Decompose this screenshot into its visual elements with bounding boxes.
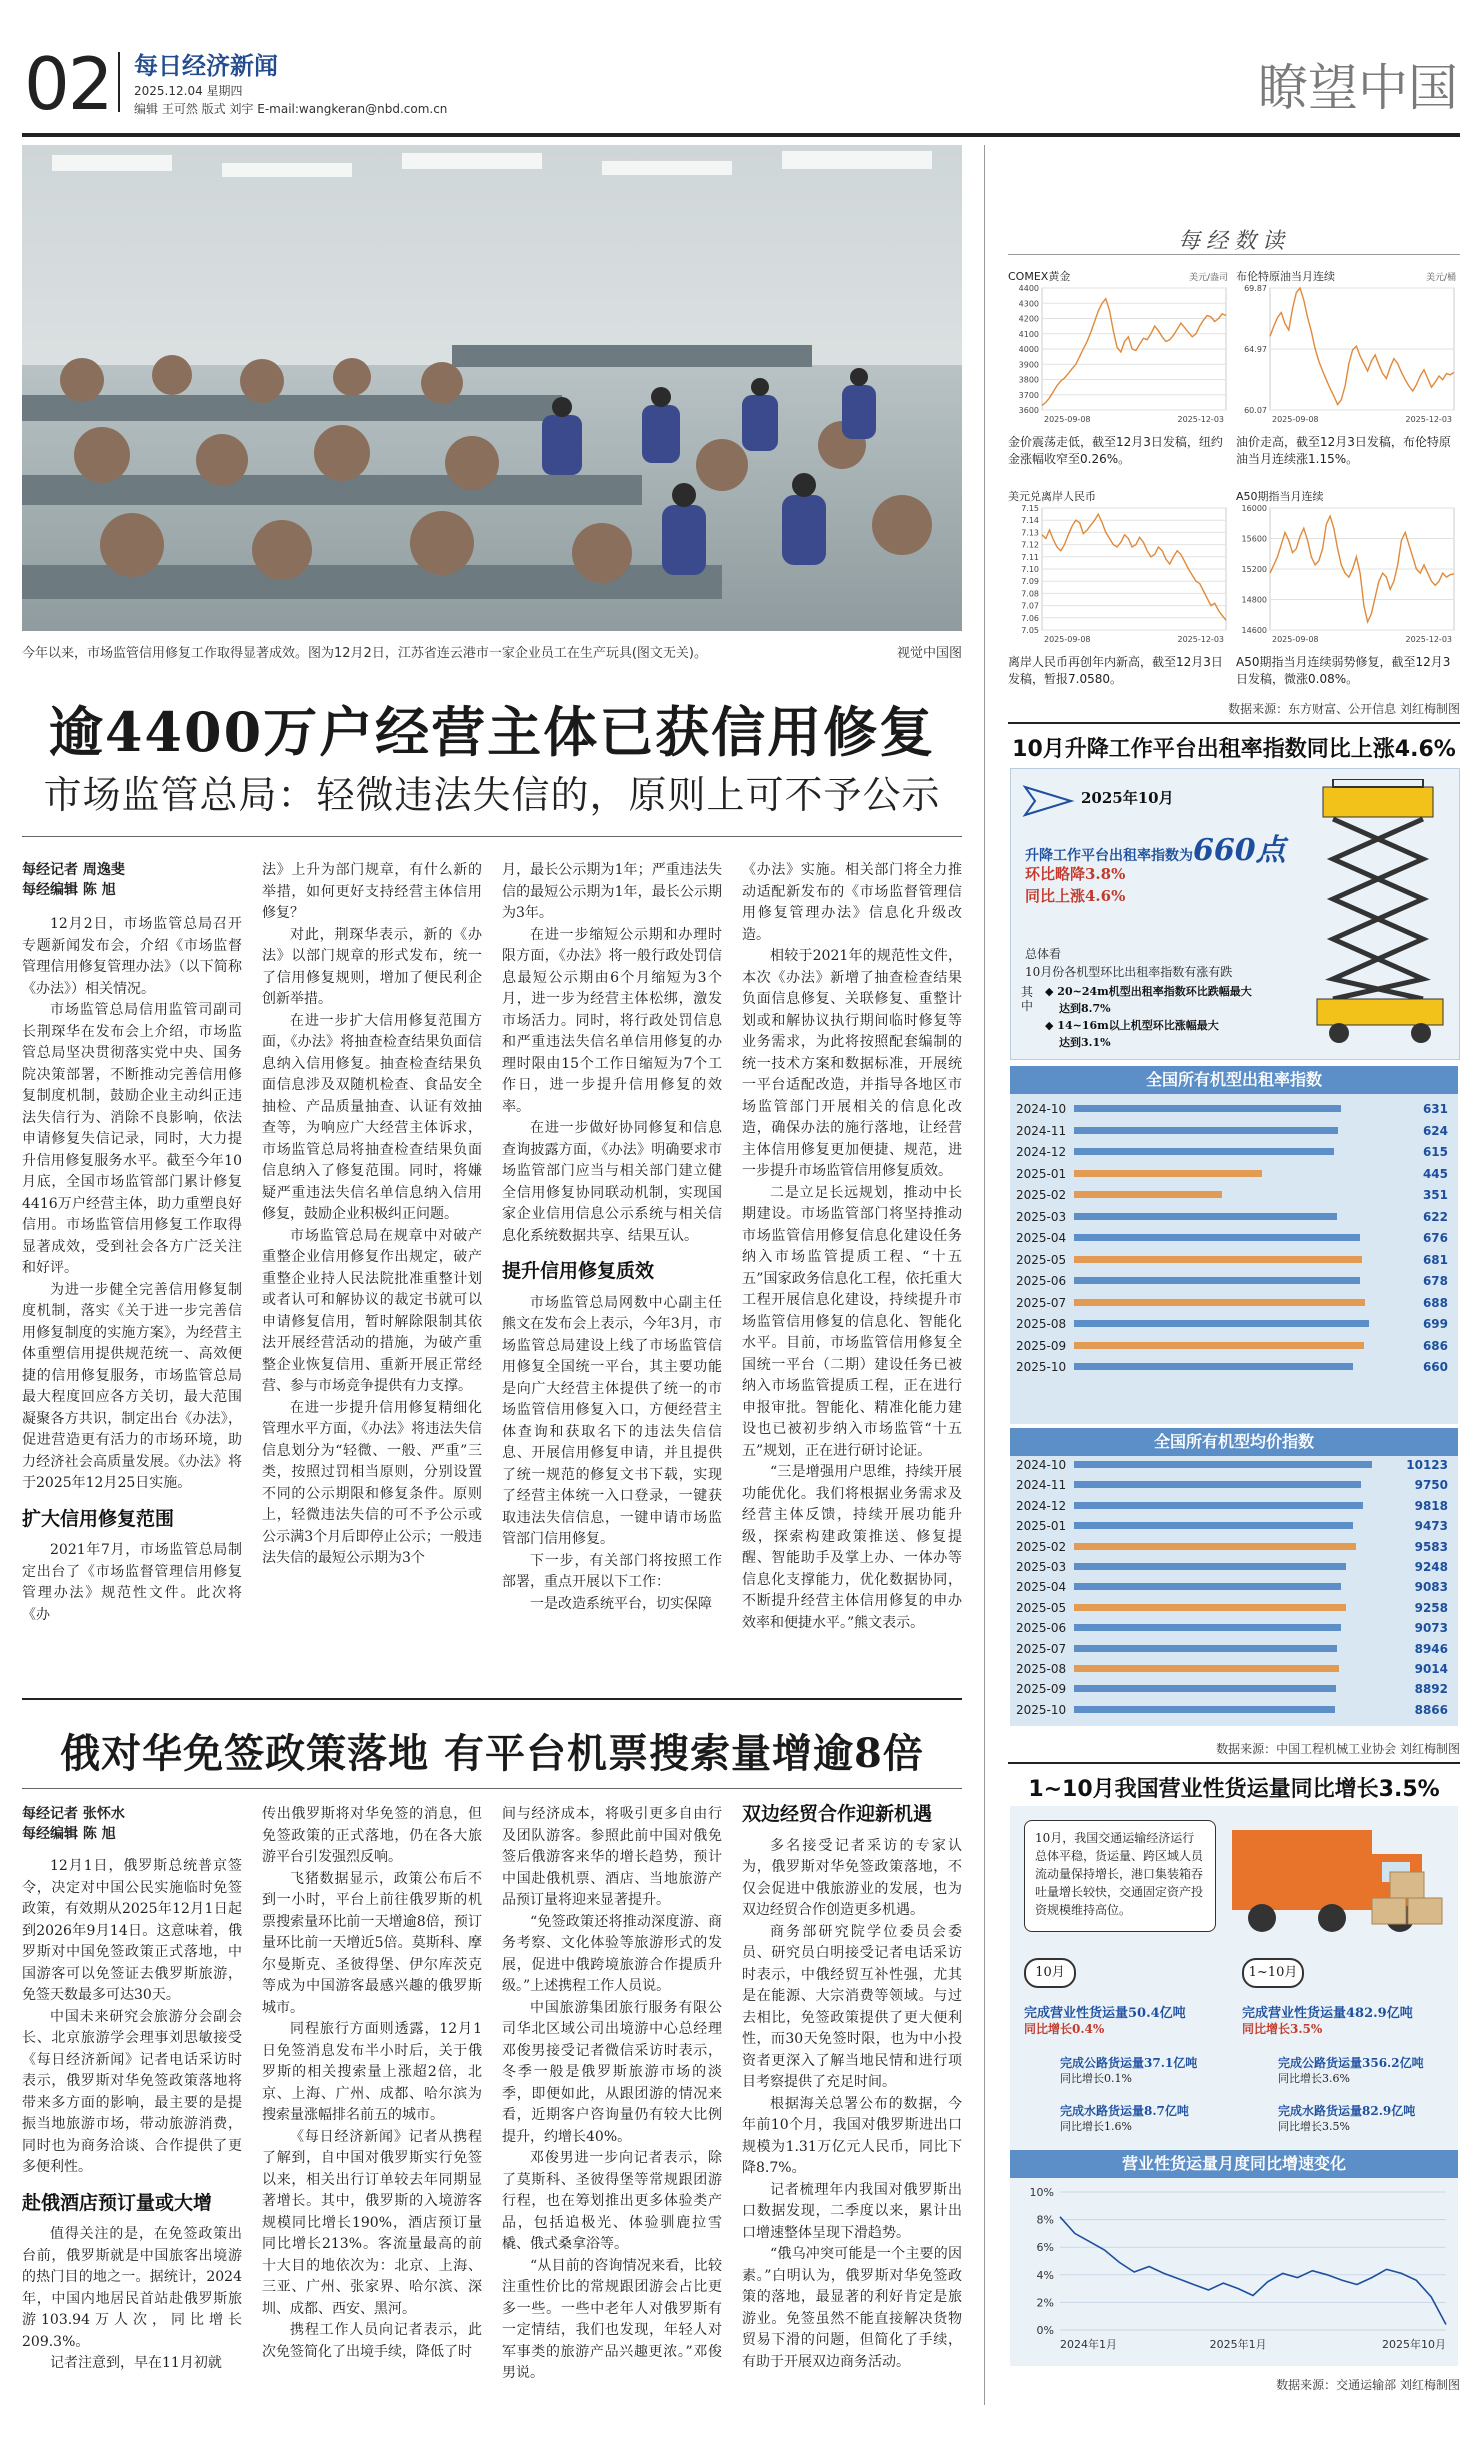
freight-growth-line-chart — [1010, 2184, 1458, 2360]
byline-reporter: 每经记者 张怀水 — [22, 1806, 125, 1822]
paper-name: 每日经济新闻 — [134, 51, 278, 80]
paragraph: 对此，荆琛华表示，新的《办法》以部门规章的形式发布，统一了信用修复规则，增加了便民利企创新举措。 — [262, 926, 482, 1007]
bar-category-label: 2025-05 — [1016, 1252, 1067, 1267]
oct-road: 完成公路货运量37.1亿吨 — [1060, 2056, 1198, 2070]
caption-text: 今年以来，市场监管信用修复工作取得显著成效。图为12月2日，江苏省连云港市一家企业员工在生产玩具(图文无关)。 — [22, 646, 707, 661]
brent-line-chart — [1236, 282, 1458, 432]
rent-index-panel — [1010, 1066, 1458, 1424]
y-tick-label: 7.15 — [1021, 504, 1039, 513]
freight-title: 1~10月我国营业性货运量同比增长3.5% — [1028, 1777, 1440, 1802]
bar-value-label: 351 — [1422, 1188, 1448, 1202]
bar-category-label: 2025-04 — [1016, 1231, 1067, 1245]
bar — [1074, 1665, 1339, 1672]
paragraph: 下一步，有关部门将按照工作部署，重点开展以下工作： — [502, 1552, 722, 1590]
bar — [1074, 1461, 1372, 1468]
paragraph: 法》上升为部门规章，有什么新的举措，如何更好支持经营主体信用修复？ — [262, 862, 482, 921]
rent-bullet-2: 14~16m以上机型环比涨幅最大 — [1057, 1019, 1219, 1032]
bar-value-label: 688 — [1422, 1295, 1448, 1310]
rent-mom: 环比略降3.8% — [1025, 865, 1126, 883]
y-tick-label: 3800 — [1018, 375, 1039, 385]
rent-total-label: 总体看 — [1025, 947, 1062, 961]
bar-value-label: 9014 — [1414, 1662, 1448, 1676]
headline-rule — [22, 836, 962, 837]
paragraph: 间与经济成本，将吸引更多自由行及团队游客。参照此前中国对俄免签后俄游客来华的增长趋势，预计中国赴俄机票、酒店、当地旅游产品预订量将迎来显著提升。 — [502, 1806, 722, 1908]
paragraph: 12月1日，俄罗斯总统普京签令，决定对中国公民实施临时免签政策，有效期从2025年12月1日起到2026年9月14日。这意味着，俄罗斯对中国免签政策正式落地，中国游客可以免签证去俄罗斯旅游，免签天数最多可达30天。 — [22, 1858, 242, 2003]
paragraph: 多名接受记者采访的专家认为，俄罗斯对华免签政策落地，不仅会促进中俄旅游业的发展，也为双边经贸合作创造更多机遇。 — [742, 1837, 962, 1918]
paragraph: 记者注意到，早在11月初就 — [50, 2355, 222, 2371]
paragraph: “三是增强用户思维，持续开展功能优化。我们将根据业务需求及经营主体反馈，持续开展功能升级，探索构建政策推送、修复提醒、智能助手及掌上办、一体办等信息化支撑能力，优化数据协同，不断提升经营主体信用修复的申办效率和便捷水平。”熊文表示。 — [742, 1464, 962, 1631]
bar-value-label: 681 — [1422, 1252, 1448, 1267]
rent-month: 2025年10月 — [1081, 789, 1174, 807]
y-tick-label: 69.87 — [1244, 284, 1267, 293]
y-tick-label: 7.10 — [1021, 565, 1039, 574]
article2-byline — [22, 1804, 242, 1844]
y-tick-label: 3900 — [1018, 360, 1039, 370]
bar-row — [1010, 1499, 1458, 1513]
oct-road-yoy: 同比增长0.1% — [1060, 2072, 1132, 2085]
bar — [1074, 1213, 1337, 1220]
paragraph: 12月2日，市场监管总局召开专题新闻发布会，介绍《市场监督管理信用修复管理办法》（以下简称《办法》）相关情况。 — [22, 916, 242, 997]
bar-row — [1010, 1662, 1458, 1676]
bar-value-label: 624 — [1422, 1123, 1448, 1138]
article2-column-4 — [742, 1804, 962, 2373]
cnh-line-chart — [1008, 502, 1230, 652]
freight-intro: 10月，我国交通运输经济运行总体平稳，货运量、跨区域人员流动量保持增长，港口集装箱吞吐量增长较快，交通固定资产投资规模维持高位。 — [1035, 1831, 1204, 1917]
paragraph: “俄乌冲突可能是一个主要的因素。”白明认为，俄罗斯对华免签政策的落地，最显著的利好肯定是旅游业。免签虽然不能直接解决货物贸易下滑的问题，但简化了手续，有助于开展双边商务活动。 — [742, 2246, 962, 2370]
y-tick-label: 8% — [1036, 2213, 1054, 2227]
oct-total: 完成营业性货运量50.4亿吨 — [1024, 2006, 1186, 2021]
paragraph: 《每日经济新闻》记者从携程了解到，自中国对俄罗斯实行免签以来，相关出行订单较去年同期显著增长。其中，俄罗斯的入境游客规模同比增长190%，酒店预订量同比增长213%。客流量最高的前十大目的地依次为：北京、上海、三亚、广州、张家界、哈尔滨、深圳、成都、西安、黑河。 — [262, 2128, 482, 2317]
bar-value-label: 678 — [1422, 1274, 1448, 1288]
rent-index-value: 660点 — [1193, 833, 1286, 868]
bar — [1074, 1277, 1360, 1284]
bar-category-label: 2025-09 — [1016, 1338, 1067, 1353]
oct-total-yoy: 同比增长0.4% — [1024, 2022, 1105, 2036]
bar-row — [1010, 1458, 1458, 1472]
bar-row — [1010, 1253, 1458, 1267]
bar-value-label: 9073 — [1414, 1621, 1448, 1636]
bar-row — [1010, 1339, 1458, 1353]
article2-headline: 俄对华免签政策落地 有平台机票搜索量增逾8倍 — [60, 1730, 924, 1777]
bar — [1074, 1543, 1356, 1550]
masthead-divider — [118, 52, 120, 112]
bar-category-label: 2024-12 — [1016, 1498, 1067, 1513]
section-title: 瞭望中国 — [1258, 59, 1458, 117]
bar-category-label: 2025-09 — [1016, 1682, 1067, 1697]
paragraph: 在进一步提升信用修复精细化管理水平方面，《办法》将违法失信信息划分为“轻微、一般、严重”三类，按照过罚相当原则，分别设置不同的公示期限和修复条件。原则上，轻微违法失信的可不予公示或公示满3个月后即停止公示；一般违法失信的最短公示期为3个 — [262, 1399, 482, 1566]
truck-illustration — [1222, 1810, 1452, 1950]
bar-category-label: 2024-11 — [1016, 1123, 1067, 1138]
bar — [1074, 1342, 1364, 1349]
ytd-water: 完成水路货运量82.9亿吨 — [1278, 2104, 1416, 2118]
bar-value-label: 615 — [1422, 1145, 1448, 1159]
article1-subheadline: 市场监管总局：轻微违法失信的，原则上可不予公示 — [43, 773, 941, 817]
bar-row — [1010, 1124, 1458, 1138]
chart-caption: 金价震荡走低，截至12月3日发稿，纽约金涨幅收窄至0.26%。 — [1008, 435, 1223, 466]
y-tick-label: 3600 — [1018, 406, 1039, 415]
paragraph: 中国未来研究会旅游分会副会长、北京旅游学会理事刘思敏接受《每日经济新闻》记者电话采访时表示，俄罗斯对华免签政策落地将带来多方面的影响，最主要的是提振当地旅游市场，带动旅游消费，同时也为商务洽谈、合作提供了更多便利性。 — [22, 2008, 242, 2175]
bar-row — [1010, 1580, 1458, 1594]
freight-intro-box — [1024, 1820, 1216, 1932]
stats-title: 每经数读 — [1177, 229, 1290, 254]
y-tick-label: 7.14 — [1021, 516, 1039, 526]
article1-headline: 逾4400万户经营主体已获信用修复 — [48, 700, 936, 764]
bar-value-label: 622 — [1422, 1209, 1448, 1224]
y-tick-label: 0% — [1036, 2324, 1054, 2337]
a50-line-chart — [1236, 502, 1458, 652]
ytd-road-yoy: 同比增长3.6% — [1278, 2072, 1350, 2085]
byline-reporter: 每经记者 周逸斐 — [22, 862, 125, 878]
x-tick-label: 2024年1月 — [1060, 2338, 1117, 2351]
chart-title: COMEX黄金 — [1008, 270, 1071, 283]
x-tick-label: 2025-12-03 — [1177, 635, 1224, 644]
y-tick-label: 60.07 — [1244, 406, 1267, 415]
bar-row — [1010, 1188, 1458, 1202]
gold-line-chart — [1008, 282, 1230, 432]
bar-row — [1010, 1210, 1458, 1224]
chart-title: A50期指当月连续 — [1236, 490, 1324, 503]
paragraph: 传出俄罗斯将对华免签的消息，但免签政策的正式落地，仍在各大旅游平台引发强烈反响。 — [262, 1806, 482, 1865]
rent-yoy: 同比上涨4.6% — [1025, 887, 1126, 905]
article1-column-3 — [502, 860, 722, 1615]
bar-category-label: 2024-12 — [1016, 1145, 1067, 1159]
ytd-road: 完成公路货运量356.2亿吨 — [1278, 2056, 1424, 2070]
bar — [1074, 1320, 1369, 1327]
paragraph: 在进一步缩短公示期和办理时限方面，《办法》将一般行政处罚信息最短公示期由6个月缩短为3个月，进一步为经营主体松绑，激发市场活力。同时，将行政处罚信息和严重违法失信名单信用修复的办理时限由15个工作日缩短为7个工作日，进一步提升信用修复的效率。 — [502, 926, 722, 1115]
bar-category-label: 2024-11 — [1016, 1478, 1067, 1493]
rent-index-label: 升降工作平台出租率指数为 — [1025, 848, 1193, 864]
bar-value-label: 699 — [1422, 1317, 1448, 1331]
bar-row — [1010, 1167, 1458, 1181]
bar-row — [1010, 1601, 1458, 1615]
ytd-water-yoy: 同比增长3.5% — [1278, 2120, 1350, 2133]
article2-column-1 — [22, 1804, 242, 2375]
article2-column-2 — [262, 1804, 482, 2363]
bar-row — [1010, 1145, 1458, 1159]
y-tick-label: 16000 — [1241, 504, 1267, 513]
bar — [1074, 1645, 1337, 1652]
bar — [1074, 1299, 1365, 1306]
panel-title: 全国所有机型出租率指数 — [1010, 1066, 1458, 1094]
paragraph: 二是立足长远规划，推动中长期建设。市场监管部门将坚持推动市场监管信用修复信息化建设任务纳入市场监管提质工程、“十五五”国家政务信息化工程，依托重大工程开展信息化建设，持续提升市场监管信用修复的信息化、智能化水平。目前，市场监管信用修复全国统一平台（二期）建设任务已被纳入市场监管提质工程，正在进行申报审批。智能化、精准化能力建设也已被初步纳入市场监管“十五五”规划，正在进行研讨论证。 — [742, 1184, 962, 1459]
subheading: 提升信用修复质效 — [502, 1260, 655, 1282]
bar-category-label: 2025-01 — [1016, 1166, 1067, 1181]
bar-value-label: 445 — [1422, 1166, 1448, 1181]
rent-total-line: 10月份各机型环比出租率指数有涨有跌 — [1025, 965, 1233, 979]
y-tick-label: 7.13 — [1021, 528, 1039, 538]
y-tick-label: 3700 — [1018, 390, 1039, 400]
y-tick-label: 6% — [1036, 2241, 1054, 2255]
oct-water: 完成水路货运量8.7亿吨 — [1060, 2104, 1189, 2118]
page-number: 02 — [24, 42, 112, 126]
bar-value-label: 8946 — [1414, 1641, 1448, 1656]
stats-rule — [1008, 254, 1460, 255]
paragraph: 携程工作人员向记者表示，此次免签简化了出境手续，降低了时 — [262, 2322, 482, 2360]
bar-row — [1010, 1360, 1458, 1374]
bar — [1074, 1624, 1341, 1631]
x-tick-label: 2025-12-03 — [1177, 415, 1224, 424]
paragraph: 《办法》实施。相关部门将全力推动适配新发布的《市场监督管理信用修复管理办法》信息化升级改造。 — [742, 862, 962, 943]
rent-title: 10月升降工作平台出租率指数同比上涨4.6% — [1012, 737, 1456, 762]
stats-source: 数据来源：东方财富、公开信息 刘红梅制图 — [1228, 702, 1460, 716]
y-tick-label: 4200 — [1018, 314, 1039, 324]
section-rule — [1008, 722, 1460, 724]
chart-unit: 美元/桶 — [1425, 273, 1456, 283]
bar — [1074, 1234, 1360, 1241]
article-separator — [22, 1698, 962, 1700]
mini-chart-a50 — [1236, 488, 1458, 706]
bar — [1074, 1522, 1353, 1529]
mini-chart-brent — [1236, 268, 1458, 486]
arrow-icon — [1021, 781, 1081, 821]
article1-column-4 — [742, 860, 962, 1634]
bar-category-label: 2025-02 — [1016, 1539, 1067, 1554]
paragraph: 相较于2021年的规范性文件，本次《办法》新增了抽查检查结果负面信息修复、关联修复、重整计划或和解协议执行期间临时修复等业务需求，为此将按照配套编制的统一技术方案和数据标准，开展统一平台适配改造，并指导各地区市场监管部门开展相关的信息化改造，确保办法的施行落地，让经营主体信用修复更加便捷、规范，进一步提升市场监管信用修复质效。 — [742, 948, 962, 1179]
freight-box — [1010, 1806, 1458, 2366]
rent-index-bars — [1010, 1102, 1458, 1422]
paragraph: 为进一步健全完善信用修复制度机制，落实《关于进一步完善信用修复制度的实施方案》，为经营主体重塑信用提供规范统一、高效便捷的信用修复服务，市场监管总局最大程度回应各方关切，最大范围凝聚各方共识，制定出台《办法》，促进营造更有活力的市场环境，助力经济社会高质量发展。《办法》将于2025年12月25日实施。 — [22, 1281, 242, 1491]
bar — [1074, 1256, 1362, 1263]
photo-credit: 视觉中国图 — [896, 646, 962, 661]
factory-photo-illustration — [22, 145, 962, 631]
bar-value-label: 10123 — [1406, 1458, 1448, 1472]
y-tick-label: 10% — [1029, 2186, 1054, 2199]
bar — [1074, 1105, 1341, 1112]
bar-category-label: 2024-10 — [1016, 1458, 1067, 1472]
x-tick-label: 2025-09-08 — [1044, 635, 1091, 644]
chart-caption: 离岸人民币再创年内新高，截至12月3日发稿，暂报7.0580。 — [1008, 655, 1223, 686]
bar — [1074, 1563, 1346, 1570]
article1-byline — [22, 860, 242, 900]
paragraph: 商务部研究院学位委员会委员、研究员白明接受记者电话采访时表示，中俄经贸互补性强，尤其是在能源、大宗消费等领域。与过去相比，免签政策提供了更大便利性，而30天免签时限，也为中小投资者更深入了解当地民情和进行项目考察提供了充足时间。 — [742, 1923, 962, 2090]
series-line — [1060, 2217, 1446, 2325]
y-tick-label: 14800 — [1241, 595, 1267, 605]
bar-value-label: 9248 — [1414, 1560, 1448, 1574]
bar — [1074, 1604, 1346, 1611]
freight-source: 数据来源：交通运输部 刘红梅制图 — [1276, 2378, 1460, 2392]
editor-credits: 编辑 王可然 版式 刘宇 E-mail:wangkeran@nbd.com.cn — [134, 102, 448, 116]
bar-category-label: 2025-08 — [1016, 1317, 1067, 1331]
x-tick-label: 2025-09-08 — [1044, 415, 1091, 424]
section-rule — [1008, 1762, 1460, 1764]
bar-row — [1010, 1642, 1458, 1656]
bar — [1074, 1685, 1336, 1692]
y-tick-label: 14600 — [1241, 626, 1267, 635]
bar — [1074, 1481, 1361, 1488]
chart-unit: 美元/盎司 — [1188, 273, 1228, 283]
freight-chart-title: 营业性货运量月度同比增速变化 — [1010, 2150, 1458, 2178]
y-tick-label: 4400 — [1018, 284, 1039, 293]
bar-row — [1010, 1621, 1458, 1635]
bar — [1074, 1583, 1341, 1590]
bar-value-label: 8892 — [1414, 1682, 1448, 1697]
paragraph: 在进一步扩大信用修复范围方面，《办法》将抽查检查结果负面信息纳入信用修复。抽查检查结果负面信息涉及双随机检查、食品安全抽检、产品质量抽查、认证有效抽查等，为响应广大经营主体诉求，市场监管总局将抽查检查结果负面信息纳入了修复范围。同时，将嫌疑严重违法失信名单信息纳入信用修复，鼓励企业积极纠正问题。 — [262, 1012, 482, 1222]
article1-column-1 — [22, 860, 242, 1626]
bar — [1074, 1363, 1353, 1370]
bar-category-label: 2025-03 — [1016, 1209, 1067, 1224]
bar-category-label: 2025-10 — [1016, 1702, 1067, 1717]
bar-category-label: 2025-05 — [1016, 1600, 1067, 1615]
bar-value-label: 9583 — [1414, 1539, 1448, 1554]
y-tick-label: 4100 — [1018, 329, 1039, 339]
headline-rule — [22, 1788, 962, 1789]
price-index-bars — [1010, 1458, 1458, 1724]
oct-water-yoy: 同比增长1.6% — [1060, 2120, 1132, 2133]
article2-column-3 — [502, 1804, 722, 2385]
bar-row — [1010, 1540, 1458, 1554]
y-tick-label: 7.12 — [1021, 540, 1039, 550]
oct-tag: 10月 — [1024, 1958, 1076, 1988]
rent-breakdown: ◆ 20~24m机型出租率指数环比跌幅最大 达到8.7% ◆ 14~16m以上机型环比涨幅最大 达到3.1% — [1045, 985, 1252, 1049]
paragraph: “从目前的咨询情况来看，比较注重性价比的常规跟团游会占比更多一些。一些中老年人对俄罗斯有一定情结，我们也发现，年轻人对军事类的旅游产品兴趣更浓。”邓俊男说。 — [502, 2257, 722, 2381]
bar-row — [1010, 1274, 1458, 1288]
article1-column-2 — [262, 860, 482, 1570]
paragraph: 2021年7月，市场监管总局制定出台了《市场监督管理信用修复管理办法》规范性文件。此次将《办 — [22, 1542, 242, 1623]
bar — [1074, 1127, 1338, 1134]
bar-row — [1010, 1102, 1458, 1116]
ytd-total: 完成营业性货运量482.9亿吨 — [1242, 2006, 1413, 2021]
bar-category-label: 2025-10 — [1016, 1360, 1067, 1374]
bar-category-label: 2025-06 — [1016, 1274, 1067, 1288]
y-tick-label: 4000 — [1018, 345, 1039, 354]
paragraph: 市场监管总局网数中心副主任熊文在发布会上表示，今年3月，市场监管总局建设上线了市场监管信用修复全国统一平台，其主要功能是向广大经营主体提供了统一的市场监管信用修复入口，方便经营主体查询和获取名下的违法失信信息、开展信用修复申请，并且提供了统一规范的修复文书下载，实现了经营主体统一入口登录，一键获取违法失信信息，一键申请市场监管部门信用修复。 — [502, 1294, 722, 1547]
y-tick-label: 4% — [1036, 2268, 1054, 2282]
bar — [1074, 1706, 1335, 1713]
chart-title: 美元兑离岸人民币 — [1008, 490, 1096, 503]
y-tick-label: 15200 — [1241, 565, 1267, 574]
bar-value-label: 686 — [1422, 1338, 1448, 1353]
ytd-tag: 1~10月 — [1242, 1958, 1304, 1988]
paragraph: 记者梳理年内我国对俄罗斯出口数据发现，二季度以来，累计出口增速整体呈现下滑趋势。 — [742, 2181, 962, 2241]
subheading: 扩大信用修复范围 — [22, 1507, 175, 1530]
bar-category-label: 2025-01 — [1016, 1519, 1067, 1534]
rent-bullet-1: 20~24m机型出租率指数环比跌幅最大 — [1057, 985, 1252, 998]
bar-category-label: 2025-08 — [1016, 1662, 1067, 1676]
y-tick-label: 7.09 — [1021, 577, 1039, 587]
column-divider — [984, 145, 985, 2405]
bar-category-label: 2025-07 — [1016, 1641, 1067, 1656]
y-tick-label: 7.08 — [1021, 589, 1039, 599]
paragraph: 在进一步做好协同修复和信息查询披露方面，《办法》明确要求市场监管部门应当与相关部门建立健全信用修复协同联动机制，实现国家企业信用信息公示系统与相关信息化系统数据共享、结果互认。 — [502, 1120, 722, 1244]
bar-row — [1010, 1703, 1458, 1717]
x-tick-label: 2025-09-08 — [1272, 635, 1319, 644]
panel-title: 全国所有机型均价指数 — [1010, 1428, 1458, 1456]
bar-value-label: 676 — [1422, 1231, 1448, 1245]
bar-value-label: 9258 — [1414, 1600, 1448, 1615]
bar-row — [1010, 1682, 1458, 1696]
paragraph: “免签政策还将推动深度游、商务考察、文化体验等旅游形式的发展，促进中俄跨境旅游合作提质升级。”上述携程工作人员说。 — [502, 1913, 722, 1994]
bar-row — [1010, 1317, 1458, 1331]
y-tick-label: 7.05 — [1021, 626, 1039, 635]
rent-summary-box — [1010, 768, 1460, 1060]
paragraph: 邓俊男进一步向记者表示，除了莫斯科、圣彼得堡等常规跟团游行程，也在筹划推出更多体验类产品，包括追极光、体验驯鹿拉雪橇、俄式桑拿浴等。 — [502, 2150, 722, 2252]
price-index-panel — [1010, 1428, 1458, 1726]
paragraph: 市场监管总局信用监管司副司长荆琛华在发布会上介绍，市场监管总局坚决贯彻落实党中央、国务院决策部署，不断推动完善信用修复制度机制，鼓励企业主动纠正违法失信行为、消除不良影响，依法申请修复失信记录，同时，大力提升信用修复服务水平。截至今年10月底，全国市场监管部门累计修复4416万户经营主体，助力重塑良好信用。市场监管信用修复工作取得显著成效，受到社会各方广泛关注和好评。 — [22, 1002, 242, 1276]
bar-category-label: 2025-07 — [1016, 1295, 1067, 1310]
y-tick-label: 7.07 — [1021, 601, 1039, 611]
paragraph: 月，最长公示期为1年；严重违法失信的最短公示期为1年，最长公示期为3年。 — [502, 862, 722, 921]
photo-caption — [22, 642, 962, 661]
x-tick-label: 2025-12-03 — [1405, 635, 1452, 644]
x-tick-label: 2025年10月 — [1382, 2338, 1446, 2351]
subheading: 双边经贸合作迎新机遇 — [742, 1803, 933, 1825]
y-tick-label: 7.06 — [1021, 613, 1039, 623]
bar-row — [1010, 1231, 1458, 1245]
bar-value-label: 9818 — [1414, 1498, 1448, 1513]
rent-bullet-1-value: 达到8.7% — [1059, 1002, 1111, 1015]
mini-chart-gold — [1008, 268, 1230, 486]
x-tick-label: 2025-09-08 — [1272, 415, 1319, 424]
bar-row — [1010, 1560, 1458, 1574]
issue-date: 2025.12.04 星期四 — [134, 84, 243, 98]
paragraph: 一是改造系统平台，切实保障 — [530, 1595, 712, 1612]
bar — [1074, 1502, 1363, 1509]
rent-source: 数据来源：中国工程机械工业协会 刘红梅制图 — [1216, 1742, 1460, 1756]
chart-caption: 油价走高，截至12月3日发稿，布伦特原油当月连续涨1.15%。 — [1236, 435, 1451, 466]
chart-title: 布伦特原油当月连续 — [1236, 270, 1335, 283]
byline-editor: 每经编辑 陈 旭 — [22, 882, 116, 898]
bar-row — [1010, 1296, 1458, 1310]
bar-row — [1010, 1478, 1458, 1492]
chart-caption: A50期指当月连续弱势修复，截至12月3日发稿，微涨0.08%。 — [1236, 655, 1451, 686]
x-tick-label: 2025年1月 — [1209, 2338, 1267, 2351]
y-tick-label: 4300 — [1018, 299, 1039, 309]
mini-chart-cnh — [1008, 488, 1230, 706]
bar-value-label: 8866 — [1414, 1702, 1448, 1717]
bar-category-label: 2025-04 — [1016, 1580, 1067, 1595]
bar-category-label: 2024-10 — [1016, 1102, 1067, 1116]
rent-bullet-2-value: 达到3.1% — [1059, 1036, 1111, 1049]
paragraph: 值得关注的是，在免签政策出台前，俄罗斯就是中国旅客出境游的热门目的地之一。据统计，2024年，中国内地居民首站赴俄罗斯旅游103.94万人次，同比增长209.3%。 — [22, 2226, 242, 2350]
y-tick-label: 7.11 — [1021, 552, 1039, 562]
bar — [1074, 1148, 1334, 1155]
bar-value-label: 9083 — [1414, 1580, 1448, 1595]
bar — [1074, 1170, 1262, 1177]
paragraph: 根据海关总署公布的数据，今年前10个月，我国对俄罗斯进出口规模为1.31万亿元人民币，同比下降8.7%。 — [742, 2095, 962, 2176]
factory-photo — [22, 145, 962, 631]
bar-category-label: 2025-02 — [1016, 1188, 1067, 1202]
bar-value-label: 9750 — [1414, 1478, 1448, 1493]
paragraph: 市场监管总局在规章中对破产重整企业信用修复作出规定，破产重整企业持人民法院批准重整计划或者认可和解协议的裁定书就可以申请修复信用，暂时解除限制其依法开展经营活动的措施，为破产重整企业恢复信用、重新开展正常经营、参与市场竞争提供有力支撑。 — [262, 1227, 482, 1394]
bar-value-label: 631 — [1422, 1102, 1448, 1116]
ytd-total-yoy: 同比增长3.5% — [1242, 2022, 1323, 2036]
scissor-lift-illustration — [1303, 779, 1453, 1049]
y-tick-label: 2% — [1036, 2296, 1054, 2310]
paragraph: 飞猪数据显示，政策公布后不到一小时，平台上前往俄罗斯的机票搜索量环比前一天增逾8倍，预订量环比前一天增近5倍。莫斯科、摩尔曼斯克、圣彼得堡、伊尔库茨克等成为中国游客最感兴趣的俄罗斯城市。 — [262, 1870, 482, 2016]
subheading: 赴俄酒店预订量或大增 — [22, 2191, 213, 2214]
bar-category-label: 2025-03 — [1016, 1560, 1067, 1574]
y-tick-label: 64.97 — [1244, 345, 1267, 354]
paragraph: 同程旅行方面则透露，12月1日免签消息发布半小时后，关于俄罗斯的相关搜索量上涨超2倍，北京、上海、广州、成都、哈尔滨为搜索量涨幅排名前五的城市。 — [262, 2021, 482, 2123]
bar-value-label: 9473 — [1414, 1519, 1448, 1534]
bar — [1074, 1191, 1222, 1198]
bar-category-label: 2025-06 — [1016, 1621, 1067, 1636]
byline-editor: 每经编辑 陈 旭 — [22, 1826, 116, 1842]
y-tick-label: 15600 — [1241, 534, 1267, 544]
bar-row — [1010, 1519, 1458, 1533]
rent-qizhong: 其中 — [1021, 985, 1034, 1013]
paragraph: 中国旅游集团旅行服务有限公司华北区域公司出境游中心总经理邓俊男接受记者微信采访时表示，冬季一般是俄罗斯旅游市场的淡季，即便如此，从跟团游的情况来看，近期客户咨询量仍有较大比例提升，约增长40%。 — [502, 1999, 722, 2145]
bar-value-label: 660 — [1422, 1360, 1448, 1374]
x-tick-label: 2025-12-03 — [1405, 415, 1452, 424]
